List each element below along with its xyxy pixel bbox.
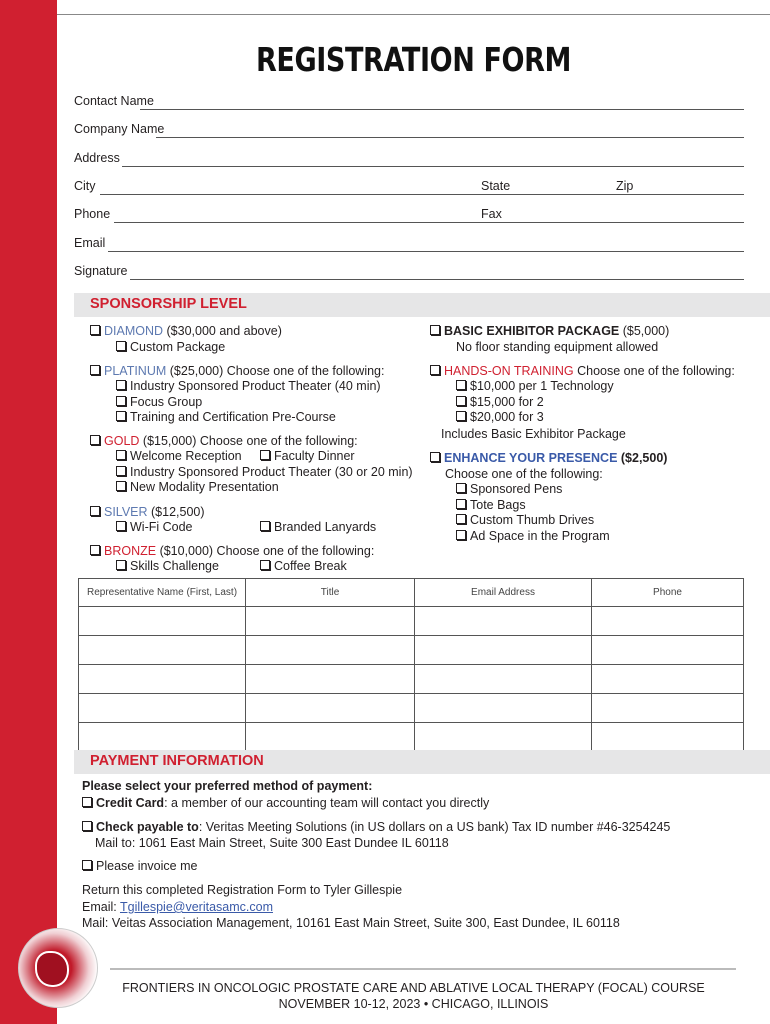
platinum-training[interactable] — [116, 410, 336, 424]
credit-card-label: Credit Card — [96, 796, 165, 810]
checkbox-icon[interactable] — [456, 380, 466, 390]
hands-on-note: Includes Basic Exhibitor Package — [441, 427, 626, 441]
hands-on-1[interactable] — [456, 379, 614, 393]
checkbox-icon[interactable] — [82, 821, 92, 831]
checkbox-icon[interactable] — [116, 396, 126, 406]
return-instructions: Return this completed Registration Form to Tyler Gillespie — [82, 883, 403, 897]
option-label: Wi-Fi Code — [130, 520, 193, 534]
silver-wifi-code[interactable] — [116, 520, 193, 534]
gold-option[interactable] — [90, 434, 358, 448]
enhance-choose: Choose one of the following: — [445, 467, 603, 481]
table-cell[interactable] — [246, 607, 415, 636]
gold-price: ($15,000) Choose one of the following: — [139, 434, 358, 448]
company-name-label: Company Name — [74, 122, 165, 136]
checkbox-icon[interactable] — [456, 499, 466, 509]
checkbox-icon[interactable] — [90, 325, 100, 335]
option-label: Coffee Break — [274, 559, 347, 573]
platinum-price: ($25,000) Choose one of the following: — [166, 364, 385, 378]
return-email-line — [82, 900, 273, 914]
checkbox-icon[interactable] — [116, 411, 126, 421]
gold-welcome-reception[interactable] — [116, 449, 242, 463]
checkbox-icon[interactable] — [116, 450, 126, 460]
gold-name: GOLD — [104, 434, 140, 448]
signature-label: Signature — [74, 264, 128, 278]
check-text: : Veritas Meeting Solutions (in US dollars on a US bank) Tax ID number #46-3254245 — [198, 820, 671, 834]
option-label: Custom Package — [130, 340, 226, 354]
platinum-option[interactable] — [90, 364, 384, 378]
table-cell[interactable] — [415, 607, 592, 636]
page-title: REGISTRATION FORM — [255, 40, 572, 79]
diamond-option[interactable] — [90, 324, 282, 338]
email-address-header: Email Address — [415, 579, 592, 607]
check-mail-address: Mail to: 1061 East Main Street, Suite 300 East Dundee IL 60118 — [95, 836, 449, 850]
table-cell[interactable] — [246, 694, 415, 723]
sponsorship-heading: SPONSORSHIP LEVEL — [90, 296, 247, 312]
checkbox-icon[interactable] — [82, 797, 92, 807]
platinum-name: PLATINUM — [104, 364, 167, 378]
credit-card-option[interactable] — [82, 796, 489, 810]
email-link[interactable]: Tgillespie@veritasamc.com — [119, 900, 273, 914]
checkbox-icon[interactable] — [90, 545, 100, 555]
contact-name-field[interactable] — [140, 109, 744, 110]
fax-label: Fax — [481, 207, 502, 221]
checkbox-icon[interactable] — [82, 860, 92, 870]
table-cell[interactable] — [592, 694, 744, 723]
enhance-ad-space[interactable] — [456, 529, 610, 543]
enhance-thumb-drives[interactable] — [456, 513, 594, 527]
hands-on-price: Choose one of the following: — [573, 364, 735, 378]
state-label: State — [481, 179, 511, 193]
title-header: Title — [246, 579, 415, 607]
return-mail-line: Mail: Veitas Association Management, 10161 East Main Street, Suite 300, East Dundee, IL 60118 — [82, 916, 620, 930]
city-field[interactable] — [100, 194, 744, 195]
sponsorship-band — [74, 293, 770, 317]
company-name-field[interactable] — [156, 137, 744, 138]
table-cell[interactable] — [246, 636, 415, 665]
table-cell[interactable] — [79, 607, 246, 636]
basic-exhibitor-option[interactable] — [430, 324, 669, 338]
checkbox-icon[interactable] — [90, 506, 100, 516]
checkbox-icon[interactable] — [116, 466, 126, 476]
silver-price: ($12,500) — [147, 505, 205, 519]
payment-band — [74, 750, 770, 774]
option-label: Welcome Reception — [130, 449, 242, 463]
email-prefix: Email: — [82, 900, 120, 914]
rep-name-header: Representative Name (First, Last) — [79, 579, 246, 607]
table-cell[interactable] — [79, 723, 246, 752]
gold-faculty-dinner[interactable] — [260, 449, 355, 463]
checkbox-icon[interactable] — [90, 365, 100, 375]
checkbox-icon[interactable] — [430, 365, 440, 375]
phone-label: Phone — [74, 207, 111, 221]
option-label: Focus Group — [130, 395, 203, 409]
table-cell[interactable] — [592, 723, 744, 752]
option-label: Training and Certification Pre-Course — [130, 410, 336, 424]
checkbox-icon[interactable] — [430, 325, 440, 335]
table-cell[interactable] — [79, 694, 246, 723]
diamond-name: DIAMOND — [104, 324, 164, 338]
bronze-skills-challenge[interactable] — [116, 559, 219, 573]
option-label: Industry Sponsored Product Theater (30 or 20 min) — [130, 465, 413, 479]
checkbox-icon[interactable] — [456, 396, 466, 406]
checkbox-icon[interactable] — [456, 530, 466, 540]
table-cell[interactable] — [592, 607, 744, 636]
left-red-sidebar — [0, 0, 57, 1024]
basic-note: No floor standing equipment allowed — [456, 340, 659, 354]
city-label: City — [74, 179, 96, 193]
silver-branded-lanyards[interactable] — [260, 520, 376, 534]
option-label: Industry Sponsored Product Theater (40 min) — [130, 379, 381, 393]
hands-on-option[interactable] — [430, 364, 735, 378]
table-row — [79, 636, 744, 665]
address-label: Address — [74, 151, 120, 165]
checkbox-icon[interactable] — [116, 560, 126, 570]
option-label: Skills Challenge — [130, 559, 219, 573]
hands-on-name: HANDS-ON TRAINING — [444, 364, 574, 378]
enhance-option[interactable] — [430, 451, 667, 465]
table-header-row — [79, 579, 744, 607]
checkbox-icon[interactable] — [116, 521, 126, 531]
footer-date-location: NOVEMBER 10-12, 2023 • CHICAGO, ILLINOIS — [278, 997, 549, 1011]
option-label: Custom Thumb Drives — [470, 513, 595, 527]
gold-theater[interactable] — [116, 465, 413, 479]
option-label: $20,000 for 3 — [470, 410, 544, 424]
option-label: Tote Bags — [470, 498, 526, 512]
table-cell[interactable] — [79, 665, 246, 694]
checkbox-icon[interactable] — [260, 521, 270, 531]
footer-course-name: FRONTIERS IN ONCOLOGIC PROSTATE CARE AND ABLATIVE LOCAL THERAPY (FOCAL) COURSE — [122, 981, 705, 995]
payment-heading: PAYMENT INFORMATION — [90, 753, 264, 769]
table-cell[interactable] — [592, 636, 744, 665]
hands-on-2[interactable] — [456, 395, 544, 409]
table-cell[interactable] — [246, 723, 415, 752]
option-label: $15,000 for 2 — [470, 395, 544, 409]
table-cell[interactable] — [246, 665, 415, 694]
table-cell[interactable] — [592, 665, 744, 694]
checkbox-icon[interactable] — [430, 452, 440, 462]
table-row — [79, 607, 744, 636]
bronze-coffee-break[interactable] — [260, 559, 347, 573]
basic-price: ($5,000) — [619, 324, 670, 338]
course-logo-icon — [18, 928, 98, 1008]
payment-prompt: Please select your preferred method of payment: — [82, 779, 373, 793]
check-label: Check payable to — [96, 820, 199, 834]
enhance-pens[interactable] — [456, 482, 562, 496]
option-label: Ad Space in the Program — [470, 529, 610, 543]
checkbox-icon[interactable] — [116, 380, 126, 390]
table-cell[interactable] — [79, 636, 246, 665]
bronze-price: ($10,000) Choose one of the following: — [156, 544, 375, 558]
enhance-tote-bags[interactable] — [456, 498, 526, 512]
silver-option[interactable] — [90, 505, 205, 519]
enhance-name: ENHANCE YOUR PRESENCE — [444, 451, 618, 465]
platinum-focus-group[interactable] — [116, 395, 202, 409]
checkbox-icon[interactable] — [456, 483, 466, 493]
checkbox-icon[interactable] — [456, 411, 466, 421]
checkbox-icon[interactable] — [116, 481, 126, 491]
option-label: Faculty Dinner — [274, 449, 355, 463]
credit-card-text: : a member of our accounting team will contact you directly — [164, 796, 490, 810]
email-field[interactable] — [108, 251, 744, 252]
option-label: New Modality Presentation — [130, 480, 279, 494]
address-field[interactable] — [122, 166, 744, 167]
table-row — [79, 665, 744, 694]
phone-field[interactable] — [114, 222, 744, 223]
invoice-label: Please invoice me — [96, 859, 198, 873]
diamond-price: ($30,000 and above) — [163, 324, 282, 338]
representative-table — [78, 578, 744, 752]
option-label: Branded Lanyards — [274, 520, 377, 534]
silver-name: SILVER — [104, 505, 148, 519]
table-cell[interactable] — [415, 694, 592, 723]
email-label: Email — [74, 236, 106, 250]
bronze-option[interactable] — [90, 544, 374, 558]
signature-field[interactable] — [130, 279, 744, 280]
table-cell[interactable] — [415, 723, 592, 752]
basic-name: BASIC EXHIBITOR PACKAGE — [444, 324, 620, 338]
checkbox-icon[interactable] — [456, 514, 466, 524]
checkbox-icon[interactable] — [90, 435, 100, 445]
table-row — [79, 694, 744, 723]
check-option[interactable] — [82, 820, 670, 834]
bronze-name: BRONZE — [104, 544, 157, 558]
table-cell[interactable] — [415, 665, 592, 694]
enhance-price: ($2,500) — [617, 451, 668, 465]
invoice-option[interactable] — [82, 859, 197, 873]
hands-on-3[interactable] — [456, 410, 544, 424]
phone-header: Phone — [592, 579, 744, 607]
gold-new-modality[interactable] — [116, 480, 279, 494]
diamond-custom-package[interactable] — [116, 340, 225, 354]
table-row — [79, 723, 744, 752]
checkbox-icon[interactable] — [260, 560, 270, 570]
zip-label: Zip — [616, 179, 634, 193]
platinum-theater[interactable] — [116, 379, 381, 393]
option-label: $10,000 per 1 Technology — [470, 379, 614, 393]
checkbox-icon[interactable] — [116, 341, 126, 351]
table-cell[interactable] — [415, 636, 592, 665]
footer-rule — [110, 968, 736, 970]
checkbox-icon[interactable] — [260, 450, 270, 460]
option-label: Sponsored Pens — [470, 482, 563, 496]
top-rule — [57, 0, 770, 15]
contact-name-label: Contact Name — [74, 94, 154, 108]
